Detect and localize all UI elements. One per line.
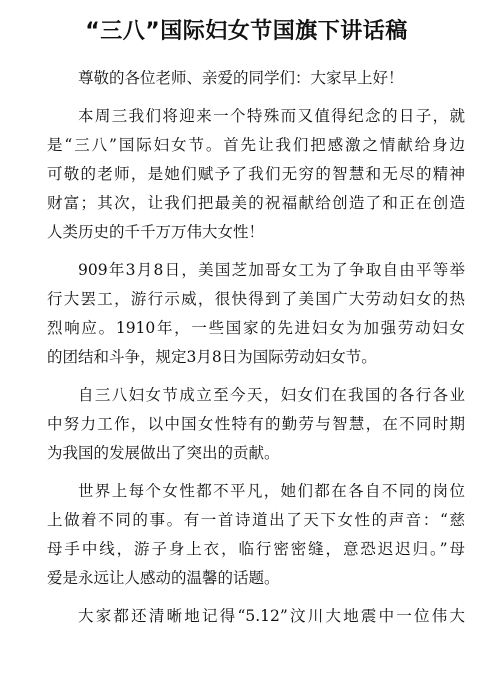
text-line: 909年3月8日，美国芝加哥女工为了争取自由平等举 xyxy=(78,261,465,279)
text-line: 母手中线，游子身上衣，临行密密缝，意恐迟迟归。”母 xyxy=(47,540,465,558)
text-line: 尊敬的各位老师、亲爱的同学们：大家早上好！ xyxy=(78,69,404,87)
paragraph-womens-day-intro xyxy=(47,102,465,247)
text-line: 行大罢工，游行示威，很快得到了美国广大劳动妇女的热 xyxy=(47,290,465,308)
text-line: 爱是永远让人感动的温馨的话题。 xyxy=(47,569,280,587)
paragraph-mothers-love xyxy=(47,477,465,593)
text-line: 可敬的老师，是她们赋予了我们无穷的智慧和无尽的精神 xyxy=(47,165,465,183)
text-line: 烈响应。1910年，一些国家的先进妇女为加强劳动妇女 xyxy=(47,319,465,337)
text-line: 本周三我们将迎来一个特殊而又值得纪念的日子，就 xyxy=(78,107,465,125)
paragraph-contribution xyxy=(47,381,465,468)
greeting-paragraph xyxy=(47,64,465,93)
document-title: “三八”国际妇女节国旗下讲话稿 xyxy=(85,19,408,44)
text-line: 人类历史的千千万万伟大女性！ xyxy=(47,223,265,241)
document-body xyxy=(47,64,465,640)
text-line: 上做着不同的事。有一首诗道出了天下女性的声音：“慈 xyxy=(47,511,465,529)
text-line: 世界上每个女性都不平凡，她们都在各自不同的岗位 xyxy=(78,482,465,500)
text-line: 的团结和斗争，规定3月8日为国际劳动妇女节。 xyxy=(47,348,377,366)
text-line: 是“三八”国际妇女节。首先让我们把感激之情献给身边 xyxy=(47,136,465,154)
paragraph-earthquake xyxy=(47,602,465,631)
text-line: 自三八妇女节成立至今天，妇女们在我国的各行各业 xyxy=(78,386,465,404)
text-line: 中努力工作，以中国女性特有的勤劳与智慧，在不同时期 xyxy=(47,415,465,433)
text-line: 为我国的发展做出了突出的贡献。 xyxy=(47,444,280,462)
text-line: 大家都还清晰地记得“5.12”汶川大地震中一位伟大 xyxy=(78,607,465,625)
text-line: 财富；其次，让我们把最美的祝福献给创造了和正在创造 xyxy=(47,194,465,212)
paragraph-history xyxy=(47,256,465,372)
